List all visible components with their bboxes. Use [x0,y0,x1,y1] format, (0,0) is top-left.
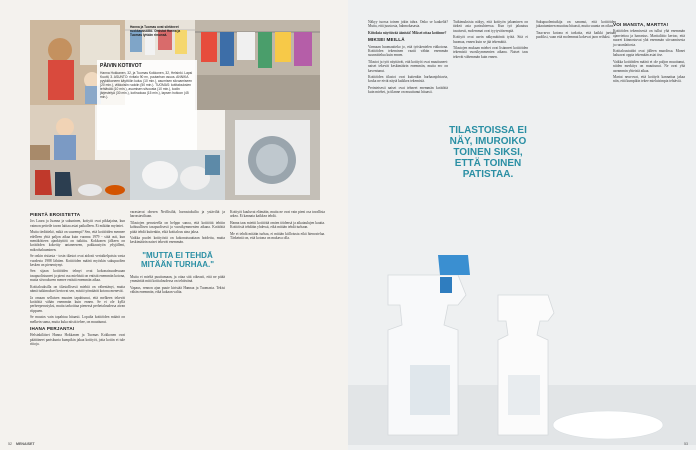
photo-child-kitchen [30,105,95,160]
subheading-pienta-eroistetta: PIENTÄ EROISTETTA [30,212,81,217]
paragraph: Näkyy tuossa toinen jokin tahra. Onko se kaakeliä? Mutta, että juustosta, hahmokasasta. [368,20,448,29]
paragraph: Vapaus, rennon ajan puute kiristää Hannaa ja Tuomasta. Tekisi vähän enemmän, eikä kukaan valita. [130,285,225,295]
paragraph: Perinteisesti naiset ovat tehneet enemmän kotitöitä kuin miehet, ja tilanne on muuttunut hitaasti. [368,85,448,95]
subheading-ihana-perjantai: IHANA PERJANTAI [30,325,75,331]
paragraph: Mutta tiedättekö, mikä on suurempi? Sen, että kotitöiden mennee edelleen yhtä paljon aikaa kuin vuonna 1979 - siitä asti, kun menäköiteen ajankäyttöä on tutkittu. Kokkonen jälkeen on kotitöiden kokeitty antaneeseen, pakkaustyön ydyjälleni, mikrohaluuminen. [30,230,125,252]
photo-art [30,160,130,200]
paragraph: Kotitaloustaidot ovat jälleen muodissa. Monet haluavat oppia tekemään asiat itse. [613,49,685,58]
paragraph: Se onkin ristiasta - tosin tilastot ovat aidosti vertaikelpoisia vasta vuodesta 1988 lähtien. Kotitöiden määrä myöskin sukupuolten kesken on pienentynyt. [30,254,125,268]
photo-boots [30,160,130,200]
paragraph: Tasa-arvo kotona ei tarkoita, että kaikki jaetaan puoliksi, vaan että molemmat kokevat jaon reiluksi. [536,30,616,40]
paragraph: Varmaan huomaatteko jo, että työskentelen etäkotona. Kotitöiden tekeminen vaatii vähän enemmän suunnittelua kuin ennen. [368,44,448,58]
photo-spray-bottles [348,215,696,445]
paragraph: Se muutos vain tapahtuu hitaasti. Lopulta kotitöiden määrä on melkein sama, mutta kuka niistä tehee, on muuttunut. [30,315,125,324]
pull-quote-right: TILASTOISSA EI NÄY, IMUROIKO TOINEN SIKSI, ETTÄ TOINEN PATISTAA. [449,125,527,180]
paragraph: Ja omaan sellaisen muuten tapahtunut, että melkeen tekevät kotitöitä vähän enemmän kuin ennen. Se ei ole kyllä perheeperustyksi, mutta tarkoittaa pienessä perhetaloudessa aivan riippuen. [30,295,125,313]
paragraph: Kotitalouksilla on tilastollisesti miehiä on vähentänyt, mutta nämä tutkimukset kertovat sen, mistä työmäärät kotona menevät. [30,284,125,294]
paragraph: Vaikka kotitöiden määrä ei ole paljon muuttunut, niiden merkitys on muuttunut. Ne ovat yhä useammin yhteistä aikaa. [613,59,685,73]
article-column-5 [453,20,528,61]
paragraph: Helsinkiläiset Hanna Hokkanen ja Tuomas Kokkonen ovat päättäneet pariskunta kumpikin jakaa kotityöt, jotta kotiin ei tule riitoja. [30,333,125,347]
article-column-1 [30,210,125,349]
paragraph: Kotitöiden tekemisestä on tullut yhä enemmän ajanviettoa ja harrastus. Marttaliitto kertoo, että nuoret kiinnostuvat yhä enemmän siivoamisesta ja ruoanlaitosta. [613,29,685,47]
paragraph: Tilastot ja työt näyttävät, että kotityöt ovat muuttuneet: naiset tekevät keskimäärin enemmän, mutta ero on kaventunut. [368,59,448,73]
page-number-right: 53 [684,442,688,446]
paragraph: Tutkimuksista näkyy, että kotityön jakaminen on tärkeä asia parisuhteessa. Kun työ jakautuu tasaisesti, molemmat ovat tyytyväisempiä. [453,20,528,33]
photo-art [225,110,320,200]
paragraph: Martat neuvovat, että kotityöt kannattaa jakaa niin, että kumpikin tekee mieluisimpia tehtäviä. [613,75,685,84]
photo-art [195,20,320,110]
article-column-2 [130,210,225,296]
paragraph: varastavat ohesen Netflixiltä, harrastuksilta ja ystäviltä ja harrastaviltaan. [130,210,225,219]
photo-art [30,105,95,160]
paragraph: Kiitoksia näyttävää äänistä! Miksei ottaa kotiinne? [368,30,447,35]
photo-dryer-machine [225,110,320,200]
paragraph: Hanna taas miettii kotitöitä omien töidensä ja aikataulujen kautta. Kotitöistä tehdään yhdessä, eikä mitään tehdä turhaan. [230,220,325,230]
paragraph: Vaikka puolet kotityöstä on kokonaisuuttaan hoidettu, mutta keskimäärin naiset tekevät enemmän. [130,236,225,245]
paragraph: Kotityöt ovat usein näkymätöntä työtä. Sitä ei huomaa, ennen kuin se jää tekemättä. [453,35,528,44]
subheading-voi-mansta-martta: VOI MANSTA, MARTTA! [613,22,669,27]
photo-art [130,150,225,200]
right-page [348,0,696,450]
article-column-6 [536,20,616,42]
page-number-left: 52 [8,442,12,446]
paragraph: Jos Laura ja Juanna ja sukuninen, kotiytit ovat pikkajaina, kun vaimon petteile tavan laittaa asiat paikalleen. Ei mikään myöntei. [30,219,125,228]
magazine-name: MENAISET [16,442,35,446]
paragraph: Tilastojen mukaan miehet ovat lisänneet kotitöiden tekemistä vuosikymmenien aikana. Naiset taas tekevät vähemmän kuin ennen. [453,46,528,59]
info-box-text: Hanna Hokkanen, 32, ja Tuomas Kokkonen, 32, Helsinki. Lapsi Kuutti, 3. ASUNTO: rivitalo 90 m², puutarhan osuus. ANNIKA pyykkikoneen käyttöön kuluu (10 min.), asumisen siivoamiseen (20 min.), viikkoisiin ruokiin (50 min.). TUOMAS: kotitalouksien tehtävää (10 min.), asumisen siivousta (10 min.), kodin järjestelyä (30 min.), kotiruokaa (15 min.), lapsen hoitoon (45 min.). [100,71,193,99]
paragraph: Tilastojen perusteella on helppo sanoa, että kotitöitä tehtiin kohtuullisen tasapuolisesti ja vuosikymmenien aikana. Kotitöitä pitää tehdä kuitenkin, eikä kotitalous aina jaksa. [130,220,225,234]
paragraph: Me ei tehdä mitään turhaa, ei mitään kiillotusta eikä hienostelua. Tärkeintä on, että kotona on mukava olla. [230,231,325,241]
photo-dishes [130,150,225,200]
subheading-miksei-meilla: MIKSEI MEILLÄ [368,37,405,43]
paragraph: Kotityöt kuuluvat elämään, mutta ne ovat vain pieni osa tavallista arkea. Ei kannata kaikkea tehdä. [230,210,325,219]
info-box-title: PÄIVIN KOTIIVOT [100,63,142,69]
paragraph: Kotitöiden tilastot ovat kuitenkin harhaanjohtavia, koska ne eivät näytä kaikkea tekemistä. [368,75,448,84]
folio-right [684,442,688,446]
photo-clothes-drying [195,20,320,110]
paragraph: Mutta ei mieltä puuttumaan, ja ottaa sitä oikeasti, että ne pitää ymmärtää mitä kotitaloudessa on tehtävänä. [130,274,225,284]
article-column-4 [368,20,448,97]
pull-quote-left: "MUTTA EI TEHDÄ MITÄÄN TURHAA." [140,250,215,269]
photo-art [348,215,696,445]
paragraph: Sukupuolentutkija on sanonut, että kotitöiden jakautuminen muuttuu hitaasti, mutta suunta on oikea. [536,20,616,29]
article-column-3 [230,210,325,242]
info-box [97,60,197,150]
paragraph: Sen sijaan kotitöiden tehnyt ovat kokonaisuudessaan tasapuolistuneet ja pieni osa miehistä on entistä enemmän kotona, mutta siivoukseen menee entistä enemmän aikaa. [30,269,125,283]
article-column-7 [613,20,685,86]
caption-top: Hanna ja Tuomas ovat siirtäneet ruokkaussäiliö. Omistat Hanna ja Tuomas lyhkän rimunsä. [130,25,181,37]
folio-left [8,442,35,446]
